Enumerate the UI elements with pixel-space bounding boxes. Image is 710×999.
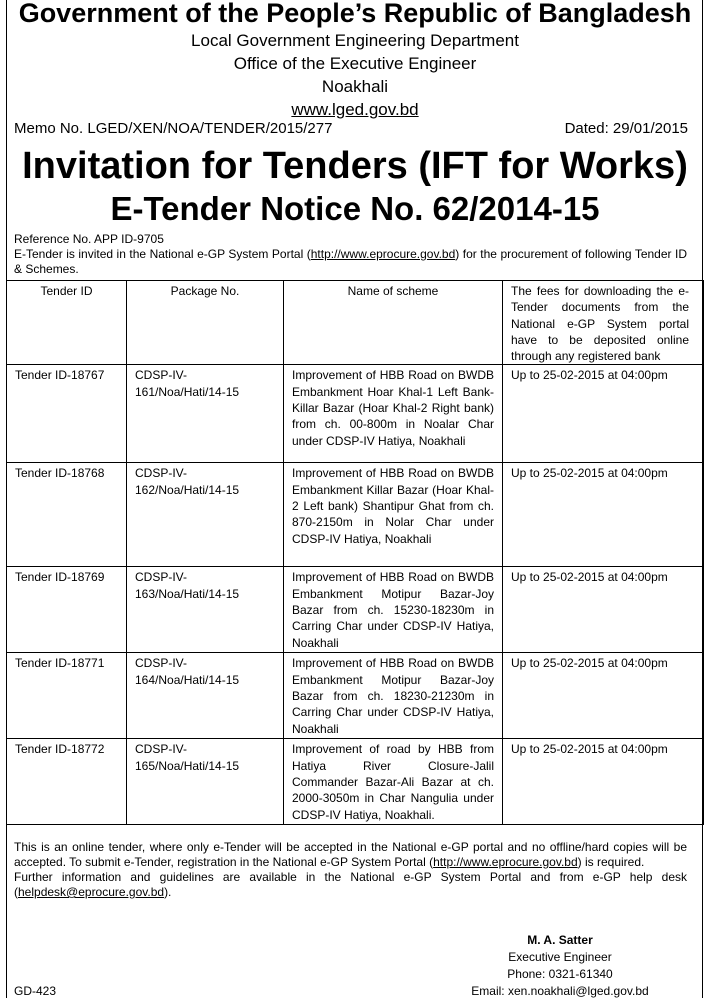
signatory-designation: Executive Engineer <box>508 950 612 964</box>
department-name: Local Government Engineering Department <box>191 31 519 50</box>
intro-paragraph: E-Tender is invited in the National e-GP System Portal (http://www.eprocure.gov.bd) for the procurement of following Tender ID & Schemes. <box>14 247 688 276</box>
notice-number: E-Tender Notice No. 62/2014-15 <box>110 190 600 227</box>
package-cell: CDSP-IV-161/Noa/Hati/14-15 <box>127 365 284 463</box>
eprocure-footer-link[interactable]: http://www.eprocure.gov.bd <box>433 855 578 869</box>
district-name: Noakhali <box>321 77 389 96</box>
helpdesk-note: Further information and guidelines are available in the National e-GP System Portal and from e-GP help desk (helpdesk@eprocure.gov.bd). <box>14 870 687 899</box>
header-fees: The fees for downloading the e-Tender documents from the National e-GP System portal have to be deposited online through any registered bank <box>503 281 704 365</box>
header-scheme: Name of scheme <box>284 281 503 365</box>
package-cell: CDSP-IV-164/Noa/Hati/14-15 <box>127 653 284 739</box>
reference-number: Reference No. APP ID-9705 <box>14 232 164 246</box>
tender-id-cell: Tender ID-18769 <box>7 567 127 653</box>
header-package: Package No. <box>127 281 284 365</box>
signatory-name: M. A. Satter <box>527 933 593 947</box>
memo-number: Memo No. LGED/XEN/NOA/TENDER/2015/277 <box>14 120 333 137</box>
table-row <box>7 739 704 825</box>
helpdesk-email-link[interactable]: helpdesk@eprocure.gov.bd <box>18 885 165 899</box>
table-row <box>7 653 704 739</box>
eprocure-link[interactable]: http://www.eprocure.gov.bd <box>310 247 456 261</box>
deadline-cell: Up to 25-02-2015 at 04:00pm <box>503 463 704 567</box>
deadline-cell: Up to 25-02-2015 at 04:00pm <box>503 739 704 825</box>
scheme-cell: Improvement of HBB Road on BWDB Embankment Hoar Khal-1 Left Bank-Killar Bazar (Hoar Khal-2 Right bank) from ch. 00-800m in Noalar Char under CDSP-IV Hatiya, Noakhali <box>284 365 503 463</box>
website-link[interactable]: www.lged.gov.bd <box>291 100 419 119</box>
table-row <box>7 567 704 653</box>
package-cell: CDSP-IV-162/Noa/Hati/14-15 <box>127 463 284 567</box>
scheme-cell: Improvement of road by HBB from Hatiya River Closure-Jalil Commander Bazar-Ali Bazar at ch. 2000-3050m in Char Nangulia under CDSP-IV Hatiya, Noakhali. <box>284 739 503 825</box>
gd-number: GD-423 <box>14 984 57 998</box>
office-name: Office of the Executive Engineer <box>233 54 477 73</box>
header-tender-id: Tender ID <box>7 281 127 365</box>
scheme-cell: Improvement of HBB Road on BWDB Embankment Motipur Bazar-Joy Bazar from ch. 15230-18230m in Carring Char under CDSP-IV Hatiya, Noakhali <box>284 567 503 653</box>
package-cell: CDSP-IV-165/Noa/Hati/14-15 <box>127 739 284 825</box>
footer-notes <box>14 840 687 900</box>
scheme-cell: Improvement of HBB Road on BWDB Embankment Killar Bazar (Hoar Khal-2 Left bank) Shantipur Ghat from ch. 870-2150m in Nolar Char under CDSP-IV Hatiya, Noakhali <box>284 463 503 567</box>
table-header-row <box>7 281 704 365</box>
deadline-cell: Up to 25-02-2015 at 04:00pm <box>503 653 704 739</box>
package-cell: CDSP-IV-163/Noa/Hati/14-15 <box>127 567 284 653</box>
tender-id-cell: Tender ID-18771 <box>7 653 127 739</box>
memo-date: Dated: 29/01/2015 <box>564 120 688 137</box>
tender-id-cell: Tender ID-18768 <box>7 463 127 567</box>
government-heading: Government of the People’s Republic of Bangladesh <box>18 0 692 28</box>
table-row <box>7 365 704 463</box>
table-row <box>7 463 704 567</box>
signatory-email: Email: xen.noakhali@lged.gov.bd <box>471 984 649 998</box>
online-tender-note: This is an online tender, where only e-Tender will be accepted in the National e-GP portal and no offline/hard copies will be accepted. To submit e-Tender, registration in the National e-GP System Portal (http://www.eprocure.gov.bd) is required. <box>14 840 687 869</box>
notice-title: Invitation for Tenders (IFT for Works) <box>22 145 688 187</box>
tender-id-cell: Tender ID-18767 <box>7 365 127 463</box>
deadline-cell: Up to 25-02-2015 at 04:00pm <box>503 567 704 653</box>
tender-table <box>6 280 704 825</box>
tender-id-cell: Tender ID-18772 <box>7 739 127 825</box>
deadline-cell: Up to 25-02-2015 at 04:00pm <box>503 365 704 463</box>
scheme-cell: Improvement of HBB Road on BWDB Embankment Motipur Bazar-Joy Bazar from ch. 18230-21230m in Carring Char under CDSP-IV Hatiya, Noakhali <box>284 653 503 739</box>
signatory-phone: Phone: 0321-61340 <box>507 967 613 981</box>
